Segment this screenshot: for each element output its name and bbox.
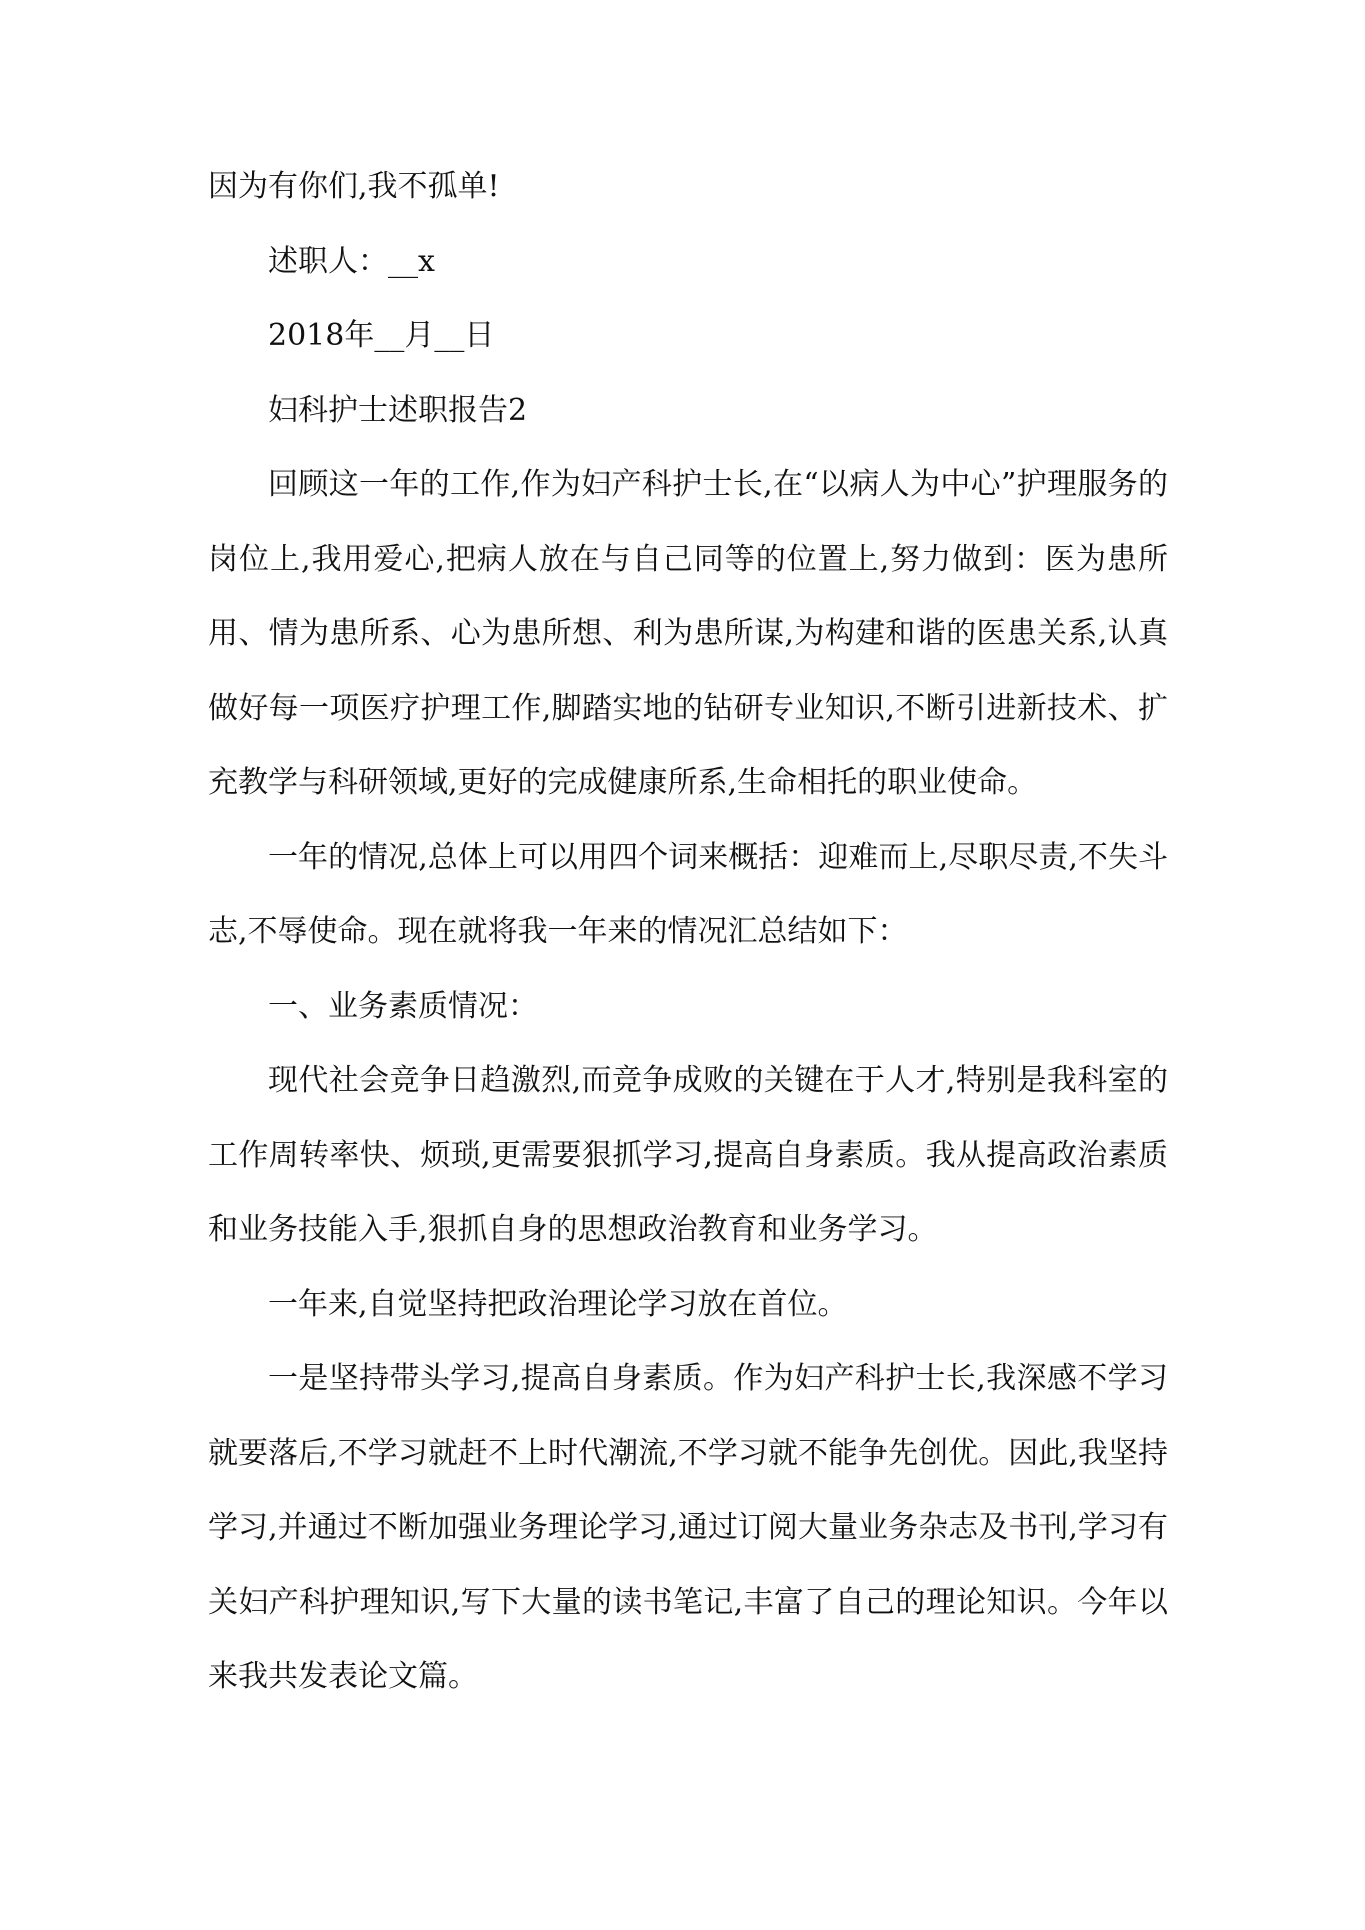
paragraph-summary: 一年的情况,总体上可以用四个词来概括：迎难而上,尽职尽责,不失斗志,不辱使命。现在就将我一年来的情况汇总结如下： [208,839,1168,949]
subheading-business-quality: 一、业务素质情况： [268,988,538,1024]
paragraph-closing-line: 因为有你们,我不孤单! [208,169,500,204]
paragraph-review: 回顾这一年的工作,作为妇产科护士长,在“以病人为中心”护理服务的岗位上,我用爱心,把病人放在与自己同等的位置上,努力做到：医为患所用、情为患所系、心为患所想、利为患所谋,为构建和谐的医患关系,认真做好每一项医疗护理工作,脚踏实地的钻研专业知识,不断引进新技术、扩充教学与科研领域,更好的完成健康所系,生命相托的职业使命。 [208,467,1168,800]
paragraph-lead-learning: 一是坚持带头学习,提高自身素质。作为妇产科护士长,我深感不学习就要落后,不学习就赶不上时代潮流,不学习就不能争先创优。因此,我坚持学习,并通过不断加强业务理论学习,通过订阅大量业务杂志及书刊,学习有关妇产科护理知识,写下大量的读书笔记,丰富了自己的理论知识。今年以来我共发表论文篇。 [208,1361,1168,1694]
paragraph-signature: 述职人：__x [268,243,435,279]
paragraph-competition: 现代社会竞争日趋激烈,而竞争成败的关键在于人才,特别是我科室的工作周转率快、烦琐,更需要狠抓学习,提高自身素质。我从提高政治素质和业务技能入手,狠抓自身的思想政治教育和业务学习。 [208,1063,1168,1247]
document-body [208,150,1168,1715]
paragraph-date: 2018年__月__日 [268,318,495,353]
section-title: 妇科护士述职报告2 [268,392,528,428]
paragraph-political-study: 一年来,自觉坚持把政治理论学习放在首位。 [268,1286,848,1322]
